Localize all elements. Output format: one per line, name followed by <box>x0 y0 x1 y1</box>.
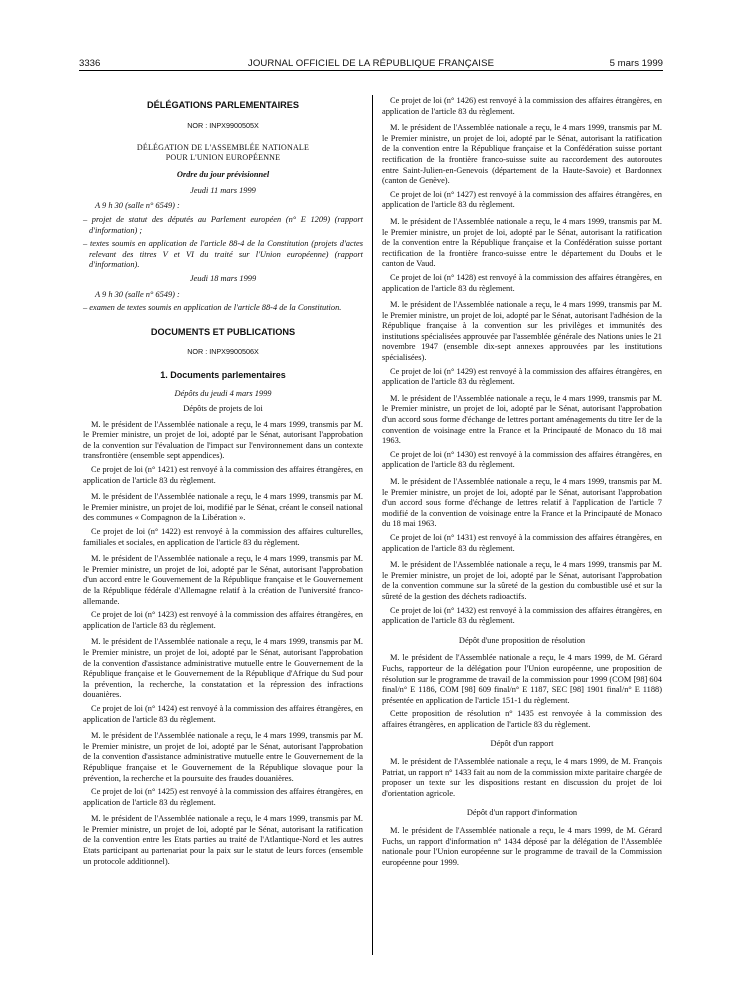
paragraph: M. le président de l'Assemblée nationale a reçu, le 4 mars 1999, transmis par M. le Premier ministre, un projet de loi, adopté par le Sénat, autorisant l'approbation de la convention d'assistance administrative mutuelle entre le Gouvernement de la République française et le Gouvernement de la République slovaque pour la prévention, la recherche et la poursuite des fraudes douanières. <box>83 731 363 783</box>
deposits-date: Dépôts du jeudi 4 mars 1999 <box>174 388 272 398</box>
paragraph: M. le président de l'Assemblée nationale a reçu, le 4 mars 1999, de M. François Patriat, un rapport n° 1433 fait au nom de la commission mixte paritaire chargée de proposer un texte sur les dispositions restant en discussion du projet de loi d'orientation agricole. <box>382 757 662 798</box>
paragraph: Ce projet de loi (n° 1429) est renvoyé à la commission des affaires étrangères, en application de l'article 83 du règlement. <box>382 366 662 387</box>
paragraph: Ce projet de loi (n° 1421) est renvoyé à la commission des affaires étrangères, en application de l'article 83 du règlement. <box>83 465 363 485</box>
paragraph: M. le président de l'Assemblée nationale a reçu, le 4 mars 1999, transmis par M. le Premier ministre, un projet de loi, adopté par le Sénat, autorisant la ratification de la convention entre la République française et la Confédération suisse portant rectification de la frontière franco-suisse suite au raccordement des autoroutes entre Saint-Julien-en-Genevois (département de la Haute-Savoie) et Bardonnex (canton de Genève). <box>382 123 662 186</box>
nor-reference: NOR : INPX9900506X <box>187 347 259 357</box>
deposits-heading: Dépôts de projets de loi <box>183 404 263 414</box>
paragraph: M. le président de l'Assemblée nationale a reçu, le 4 mars 1999, transmis par M. le Premier ministre, un projet de loi, adopté par le Sénat, autorisant l'approbation d'un accord entre le Gouvernement de la République française et le Gouvernement de la République fédérale d'Allemagne relatif à la création de l'université franco-allemande. <box>83 554 363 606</box>
paragraph: Ce projet de loi (n° 1427) est renvoyé à la commission des affaires étrangères, en application de l'article 83 du règlement. <box>382 189 662 210</box>
paragraph: M. le président de l'Assemblée nationale a reçu, le 4 mars 1999, transmis par M. le Premier ministre, un projet de loi, adopté par le Sénat, autorisant l'approbation d'un accord sous forme d'échange de lettres portant aménagements du titre Ier de la convention de voisinage entre la France et la Principauté de Monaco du 18 mai 1963. <box>382 393 662 446</box>
journal-title: JOURNAL OFFICIEL DE LA RÉPUBLIQUE FRANÇAISE <box>247 58 495 69</box>
section-title-delegations: DÉLÉGATIONS PARLEMENTAIRES <box>146 100 300 110</box>
right-column <box>382 96 662 871</box>
paragraph: Ce projet de loi (n° 1425) est renvoyé à la commission des affaires étrangères, en application de l'article 83 du règlement. <box>83 787 363 807</box>
agenda-item: – projet de statut des députés au Parlement européen (n° E 1209) (rapport d'information) ; <box>83 214 363 235</box>
paragraph: Ce projet de loi (n° 1426) est renvoyé à la commission des affaires étrangères, en application de l'article 83 du règlement. <box>382 96 662 116</box>
issue-date: 5 mars 1999 <box>609 58 663 69</box>
agenda-item: – textes soumis en application de l'article 88-4 de la Constitution (projets d'actes relevant des titres V et VI du traité sur l'Union européenne) (rapport d'information). <box>83 239 363 270</box>
paragraph: M. le président de l'Assemblée nationale a reçu, le 4 mars 1999, transmis par M. le Premier ministre, un projet de loi, adopté par le Sénat, autorisant l'approbation de la convention sur l'évaluation de l'impact sur l'environnement dans un contexte transfrontière (ensemble sept appendices). <box>83 419 363 461</box>
agenda-time: A 9 h 30 (salle n° 6549) : <box>95 201 180 211</box>
column-divider <box>372 95 373 955</box>
agenda-date: Jeudi 11 mars 1999 <box>190 185 256 195</box>
paragraph: M. le président de l'Assemblée nationale a reçu, le 4 mars 1999, de M. Gérard Fuchs, rapporteur de la délégation pour l'Union européenne, une proposition de résolution sur le programme de travail de la commission pour 1999 (COM [98] 604 final/n° E 1186, COM [98] 609 final/n° E 1187, SEC [98] 1901 final/n° E 1188) présentée en application de l'article 151-1 du règlement. <box>382 653 662 705</box>
paragraph: M. le président de l'Assemblée nationale a reçu, le 4 mars 1999, transmis par M. le Premier ministre, un projet de loi, modifié par le Sénat, créant le conseil national des communes « Compagnon de la Libération ». <box>83 492 363 523</box>
paragraph: Ce projet de loi (n° 1424) est renvoyé à la commission des affaires étrangères, en application de l'article 83 du règlement. <box>83 703 363 724</box>
agenda-item: – examen de textes soumis en application de l'article 88-4 de la Constitution. <box>83 303 342 313</box>
page-header <box>79 58 663 70</box>
agenda-title: Ordre du jour prévisionnel <box>176 170 270 180</box>
delegation-heading <box>83 143 363 162</box>
subsection-title: 1. Documents parlementaires <box>160 369 286 380</box>
paragraph: Ce projet de loi (n° 1423) est renvoyé à la commission des affaires étrangères, en application de l'article 83 du règlement. <box>83 610 363 630</box>
paragraph: M. le président de l'Assemblée nationale a reçu, le 4 mars 1999, transmis par M. le Premier ministre, un projet de loi, adopté par le Sénat, autorisant la ratification de la convention entre les Etats parties au traité de l'Atlantique-Nord et les autres Etats participant au partenariat pour la paix sur le statut de leurs forces (ensemble un protocole additionnel). <box>83 814 363 866</box>
section-title-documents: DOCUMENTS ET PUBLICATIONS <box>150 326 296 337</box>
paragraph: Ce projet de loi (n° 1428) est renvoyé à la commission des affaires étrangères, en application de l'article 83 du règlement. <box>382 272 662 293</box>
paragraph: M. le président de l'Assemblée nationale a reçu, le 4 mars 1999, de M. Gérard Fuchs, un rapport d'information n° 1434 déposé par la délégation de l'Assemblée nationale pour l'Union européenne sur le programme de travail de la Commission européenne pour 1999. <box>382 826 662 867</box>
paragraph: M. le président de l'Assemblée nationale a reçu, le 4 mars 1999, transmis par M. le Premier ministre, un projet de loi, adopté par le Sénat, autorisant l'approbation d'un accord sous forme d'échange de lettres relatif à l'application de l'article 7 modifié de la convention de voisinage entre la France et la Principauté de Monaco du 18 mai 1963. <box>382 477 662 529</box>
paragraph: M. le président de l'Assemblée nationale a reçu, le 4 mars 1999, transmis par M. le Premier ministre, un projet de loi, adopté par le Sénat, autorisant la ratification de la convention entre la République française et la Confédération suisse portant rectification de la frontière franco-suisse entre le département du Doubs et le canton de Vaud. <box>382 216 662 269</box>
paragraph: Cette proposition de résolution n° 1435 est renvoyée à la commission des affaires étrangères, en application de l'article 83 du règlement. <box>382 709 662 729</box>
left-column <box>83 96 363 870</box>
heading-information-report: Dépôt d'un rapport d'information <box>466 808 578 818</box>
paragraph: M. le président de l'Assemblée nationale a reçu, le 4 mars 1999, transmis par M. le Premier ministre, un projet de loi, adopté par le Sénat, autorisant l'approbation de la convention d'assistance administrative mutuelle entre le Gouvernement de la République française et le Gouvernement de la République d'Afrique du Sud pour la prévention, la recherche, la constatation et la répression des infractions douanières. <box>83 637 363 700</box>
delegation-heading-line2: POUR L'UNION EUROPÉENNE <box>165 152 281 162</box>
paragraph: M. le président de l'Assemblée nationale a reçu, le 4 mars 1999, transmis par M. le Premier ministre, un projet de loi, adopté par le Sénat, autorisant l'approbation de la convention commune sur la sûreté de la gestion du combustible usé et sur la sûreté de la gestion des déchets radioactifs. <box>382 560 662 601</box>
paragraph: Ce projet de loi (n° 1430) est renvoyé à la commission des affaires étrangères, en application de l'article 83 du règlement. <box>382 449 662 470</box>
agenda-date: Jeudi 18 mars 1999 <box>189 273 257 283</box>
heading-resolution: Dépôt d'une proposition de résolution <box>458 635 586 645</box>
delegation-heading-line1: DÉLÉGATION DE L'ASSEMBLÉE NATIONALE <box>136 143 310 153</box>
page-number: 3336 <box>79 58 101 69</box>
paragraph: M. le président de l'Assemblée nationale a reçu, le 4 mars 1999, transmis par M. le Premier ministre, un projet de loi, adopté par le Sénat, autorisant l'adhésion de la République française à la convention sur les privilèges et immunités des institutions spécialisées approuvée par l'assemblée générale des Nations unies le 21 novembre 1947 (ensemble dix-sept annexes approuvées par les institutions spécialisées). <box>382 300 662 363</box>
paragraph: Ce projet de loi (n° 1432) est renvoyé à la commission des affaires étrangères, en application de l'article 83 du règlement. <box>382 605 662 626</box>
paragraph: Ce projet de loi (n° 1422) est renvoyé à la commission des affaires culturelles, familiales et sociales, en application de l'article 83 du règlement. <box>83 527 363 547</box>
agenda-time: A 9 h 30 (salle n° 6549) : <box>95 289 180 299</box>
paragraph: Ce projet de loi (n° 1431) est renvoyé à la commission des affaires étrangères, en application de l'article 83 du règlement. <box>382 532 662 553</box>
nor-reference: NOR : INPX9900505X <box>187 120 259 130</box>
header-rule <box>79 70 663 71</box>
heading-report: Dépôt d'un rapport <box>490 739 554 749</box>
